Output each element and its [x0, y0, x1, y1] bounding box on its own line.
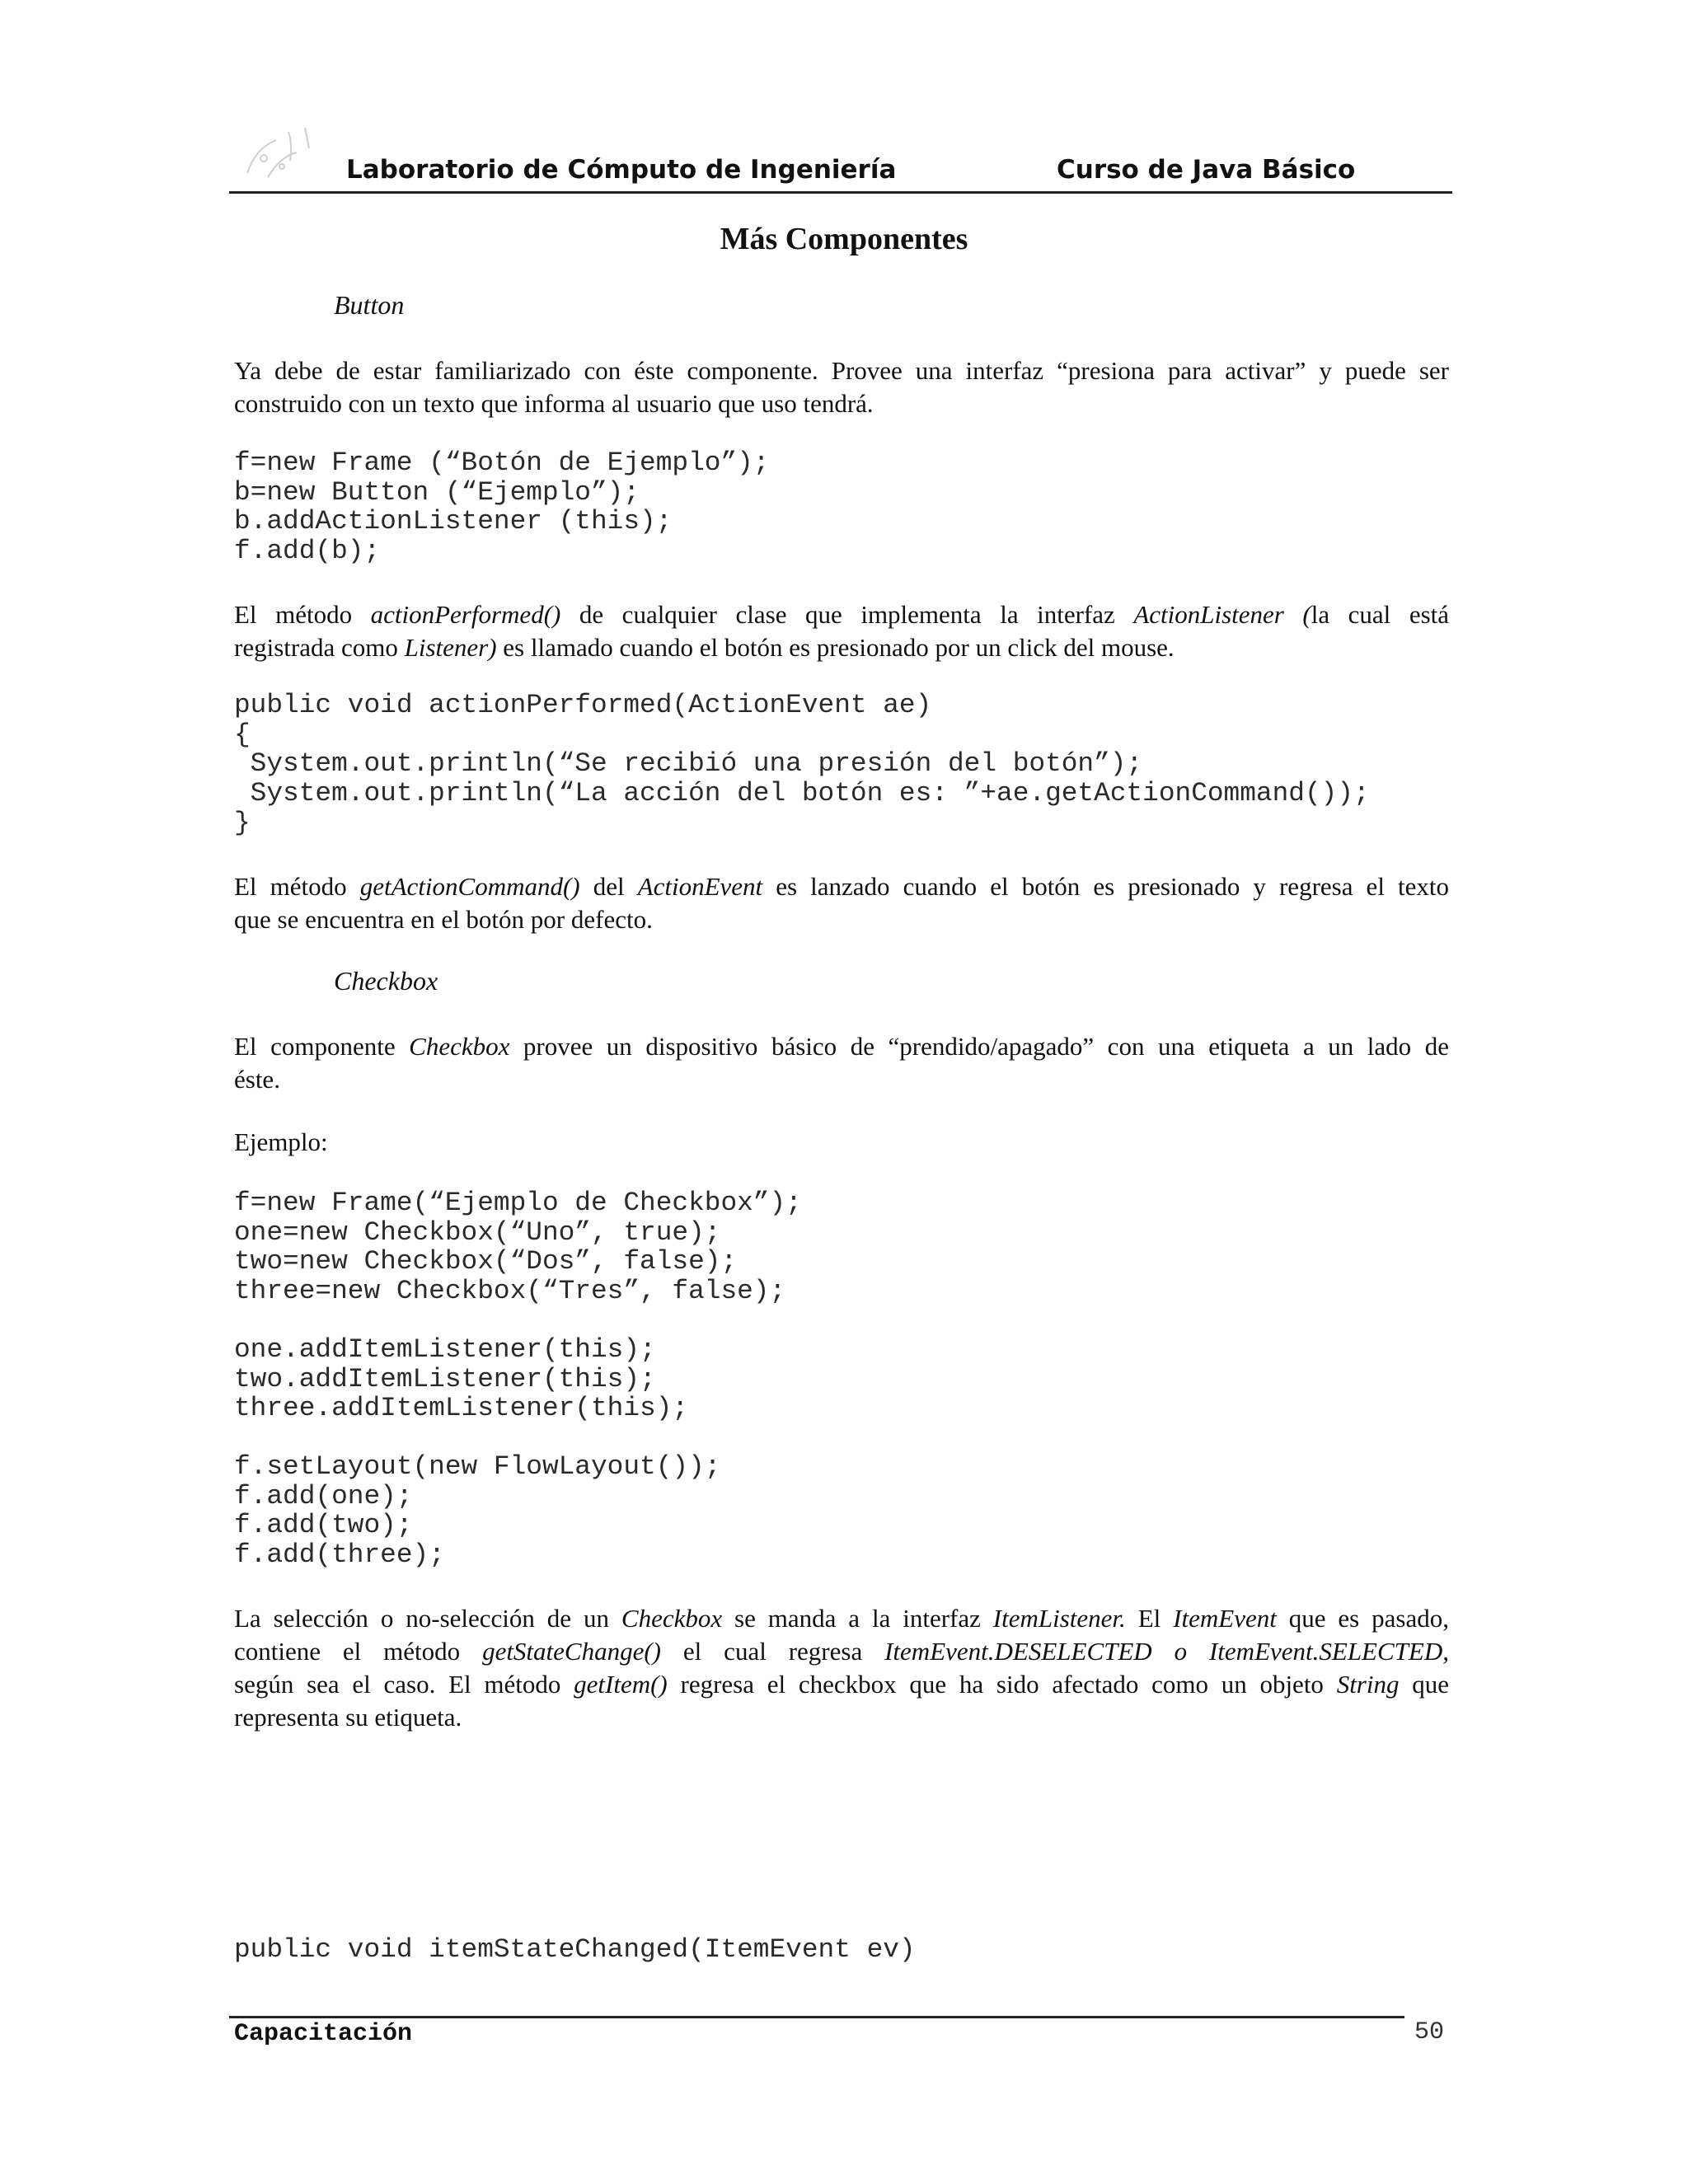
- code-line: f.setLayout(new FlowLayout());: [234, 1451, 721, 1482]
- text-run-italic: ItemListener.: [992, 1604, 1126, 1633]
- text-run-italic: ItemEvent.DESELECTED o ItemEvent.SELECTED,: [884, 1637, 1449, 1666]
- code-line: System.out.println(“La acción del botón es: ”+ae.getActionCommand());: [234, 778, 1370, 809]
- text-run: provee un dispositivo básico de “prendido/apagado” con una etiqueta a un lado de: [509, 1032, 1449, 1061]
- text-run: se manda a la interfaz: [722, 1604, 993, 1633]
- text-run: la cual está: [1311, 600, 1450, 629]
- text-run: regresa el checkbox que ha sido afectado como un objeto: [667, 1670, 1337, 1699]
- code-block-button-frame: [234, 448, 769, 566]
- text-run-italic: actionPerformed(): [370, 600, 561, 629]
- button-intro-paragraph: [234, 354, 1449, 420]
- text-run: El método: [234, 872, 360, 901]
- code-block-layout: [234, 1452, 720, 1570]
- header-lab-name: Laboratorio de Cómputo de Ingeniería: [346, 155, 897, 185]
- example-label: [234, 1126, 1449, 1159]
- faded-logo-icon: [231, 115, 330, 190]
- text-run-italic: Checkbox: [409, 1032, 510, 1061]
- text-run: que es pasado,: [1276, 1604, 1449, 1633]
- code-line: three.addItemListener(this);: [234, 1393, 689, 1424]
- paragraph-line: [234, 1635, 1449, 1668]
- section-heading-checkbox: Checkbox: [334, 966, 438, 996]
- text-run-italic: getActionCommand(): [359, 872, 580, 901]
- paragraph-line: [234, 631, 1449, 664]
- text-run: es llamado cuando el botón es presionado por un click del mouse.: [496, 633, 1175, 662]
- action-performed-paragraph: [234, 598, 1449, 664]
- code-line: b.addActionListener (this);: [234, 506, 673, 537]
- code-line: three=new Checkbox(“Tres”, false);: [234, 1276, 786, 1307]
- text-run: es lanzado cuando el botón es presionado y regresa el texto: [762, 872, 1450, 901]
- page-title: Más Componentes: [720, 222, 968, 256]
- code-line: {: [234, 719, 251, 750]
- text-run: La selección o no-selección de un: [234, 1604, 621, 1633]
- text-run: El componente: [234, 1032, 410, 1061]
- text-run: registrada como: [234, 633, 405, 662]
- code-line: public void actionPerformed(ActionEvent ae): [234, 690, 932, 720]
- text-run: que: [1399, 1670, 1449, 1699]
- code-line: System.out.println(“Se recibió una presión del botón”);: [234, 748, 1143, 780]
- paragraph-line: [234, 1668, 1449, 1701]
- text-run: el cual regresa: [661, 1637, 885, 1666]
- code-block-action-performed: [234, 691, 1370, 838]
- header-course-name: Curso de Java Básico: [1057, 155, 1356, 185]
- page-number: 50: [1414, 2018, 1445, 2046]
- code-line: two=new Checkbox(“Dos”, false);: [234, 1246, 738, 1277]
- code-line: b=new Button (“Ejemplo”);: [234, 476, 640, 508]
- paragraph-line: [234, 598, 1449, 631]
- text-run: del: [579, 872, 638, 901]
- text-run-italic: String: [1336, 1670, 1400, 1699]
- code-line: two.addItemListener(this);: [234, 1363, 656, 1394]
- code-line: f.add(three);: [234, 1540, 445, 1571]
- footer-label: Capacitación: [234, 2020, 413, 2048]
- text-run: de cualquier clase que implementa la interfaz: [560, 600, 1134, 629]
- code-line: f=new Frame(“Ejemplo de Checkbox”);: [234, 1188, 802, 1218]
- paragraph-line: [234, 870, 1449, 903]
- paragraph-line: [234, 1030, 1449, 1063]
- text-run-italic: ActionListener (: [1133, 600, 1311, 629]
- code-block-item-listeners: [234, 1335, 688, 1423]
- header-divider: [229, 191, 1452, 194]
- paragraph-line: Ejemplo:: [234, 1127, 328, 1156]
- paragraph-line: [234, 1602, 1449, 1635]
- get-action-command-paragraph: [234, 870, 1449, 936]
- text-run-italic: getStateChange(): [482, 1637, 662, 1666]
- text-run: El método: [234, 600, 371, 629]
- code-block-checkbox-frame: [234, 1188, 802, 1306]
- text-run-italic: getItem(): [574, 1670, 668, 1699]
- code-line: one=new Checkbox(“Uno”, true);: [234, 1216, 721, 1248]
- code-line: f.add(b);: [234, 536, 381, 567]
- paragraph-line: Ya debe de estar familiarizado con éste componente. Provee una interfaz “presiona para activar” y puede ser: [234, 356, 1449, 385]
- code-line: }: [234, 807, 251, 838]
- text-run-italic: Listener): [404, 633, 497, 662]
- text-run: contiene el método: [234, 1637, 483, 1666]
- paragraph-line: que se encuentra en el botón por defecto.: [234, 905, 653, 934]
- code-line: f.add(one);: [234, 1480, 413, 1511]
- paragraph-line: construido con un texto que informa al usuario que uso tendrá.: [234, 389, 874, 418]
- text-run-italic: Checkbox: [621, 1604, 723, 1633]
- code-line: f.add(two);: [234, 1510, 413, 1541]
- section-heading-button: Button: [334, 290, 405, 320]
- text-run-italic: ActionEvent: [637, 872, 763, 901]
- text-run: El: [1125, 1604, 1174, 1633]
- paragraph-line: representa su etiqueta.: [234, 1703, 462, 1732]
- text-run-italic: ItemEvent: [1173, 1604, 1277, 1633]
- code-line: f=new Frame (“Botón de Ejemplo”);: [234, 448, 770, 478]
- code-line: public void itemStateChanged(ItemEvent ev): [234, 1934, 916, 1965]
- text-run: según sea el caso. El método: [234, 1670, 574, 1699]
- checkbox-intro-paragraph: [234, 1030, 1449, 1096]
- code-line: one.addItemListener(this);: [234, 1334, 656, 1365]
- paragraph-line: éste.: [234, 1065, 280, 1094]
- code-line-item-state-changed: [234, 1935, 916, 1965]
- item-listener-paragraph: [234, 1602, 1449, 1734]
